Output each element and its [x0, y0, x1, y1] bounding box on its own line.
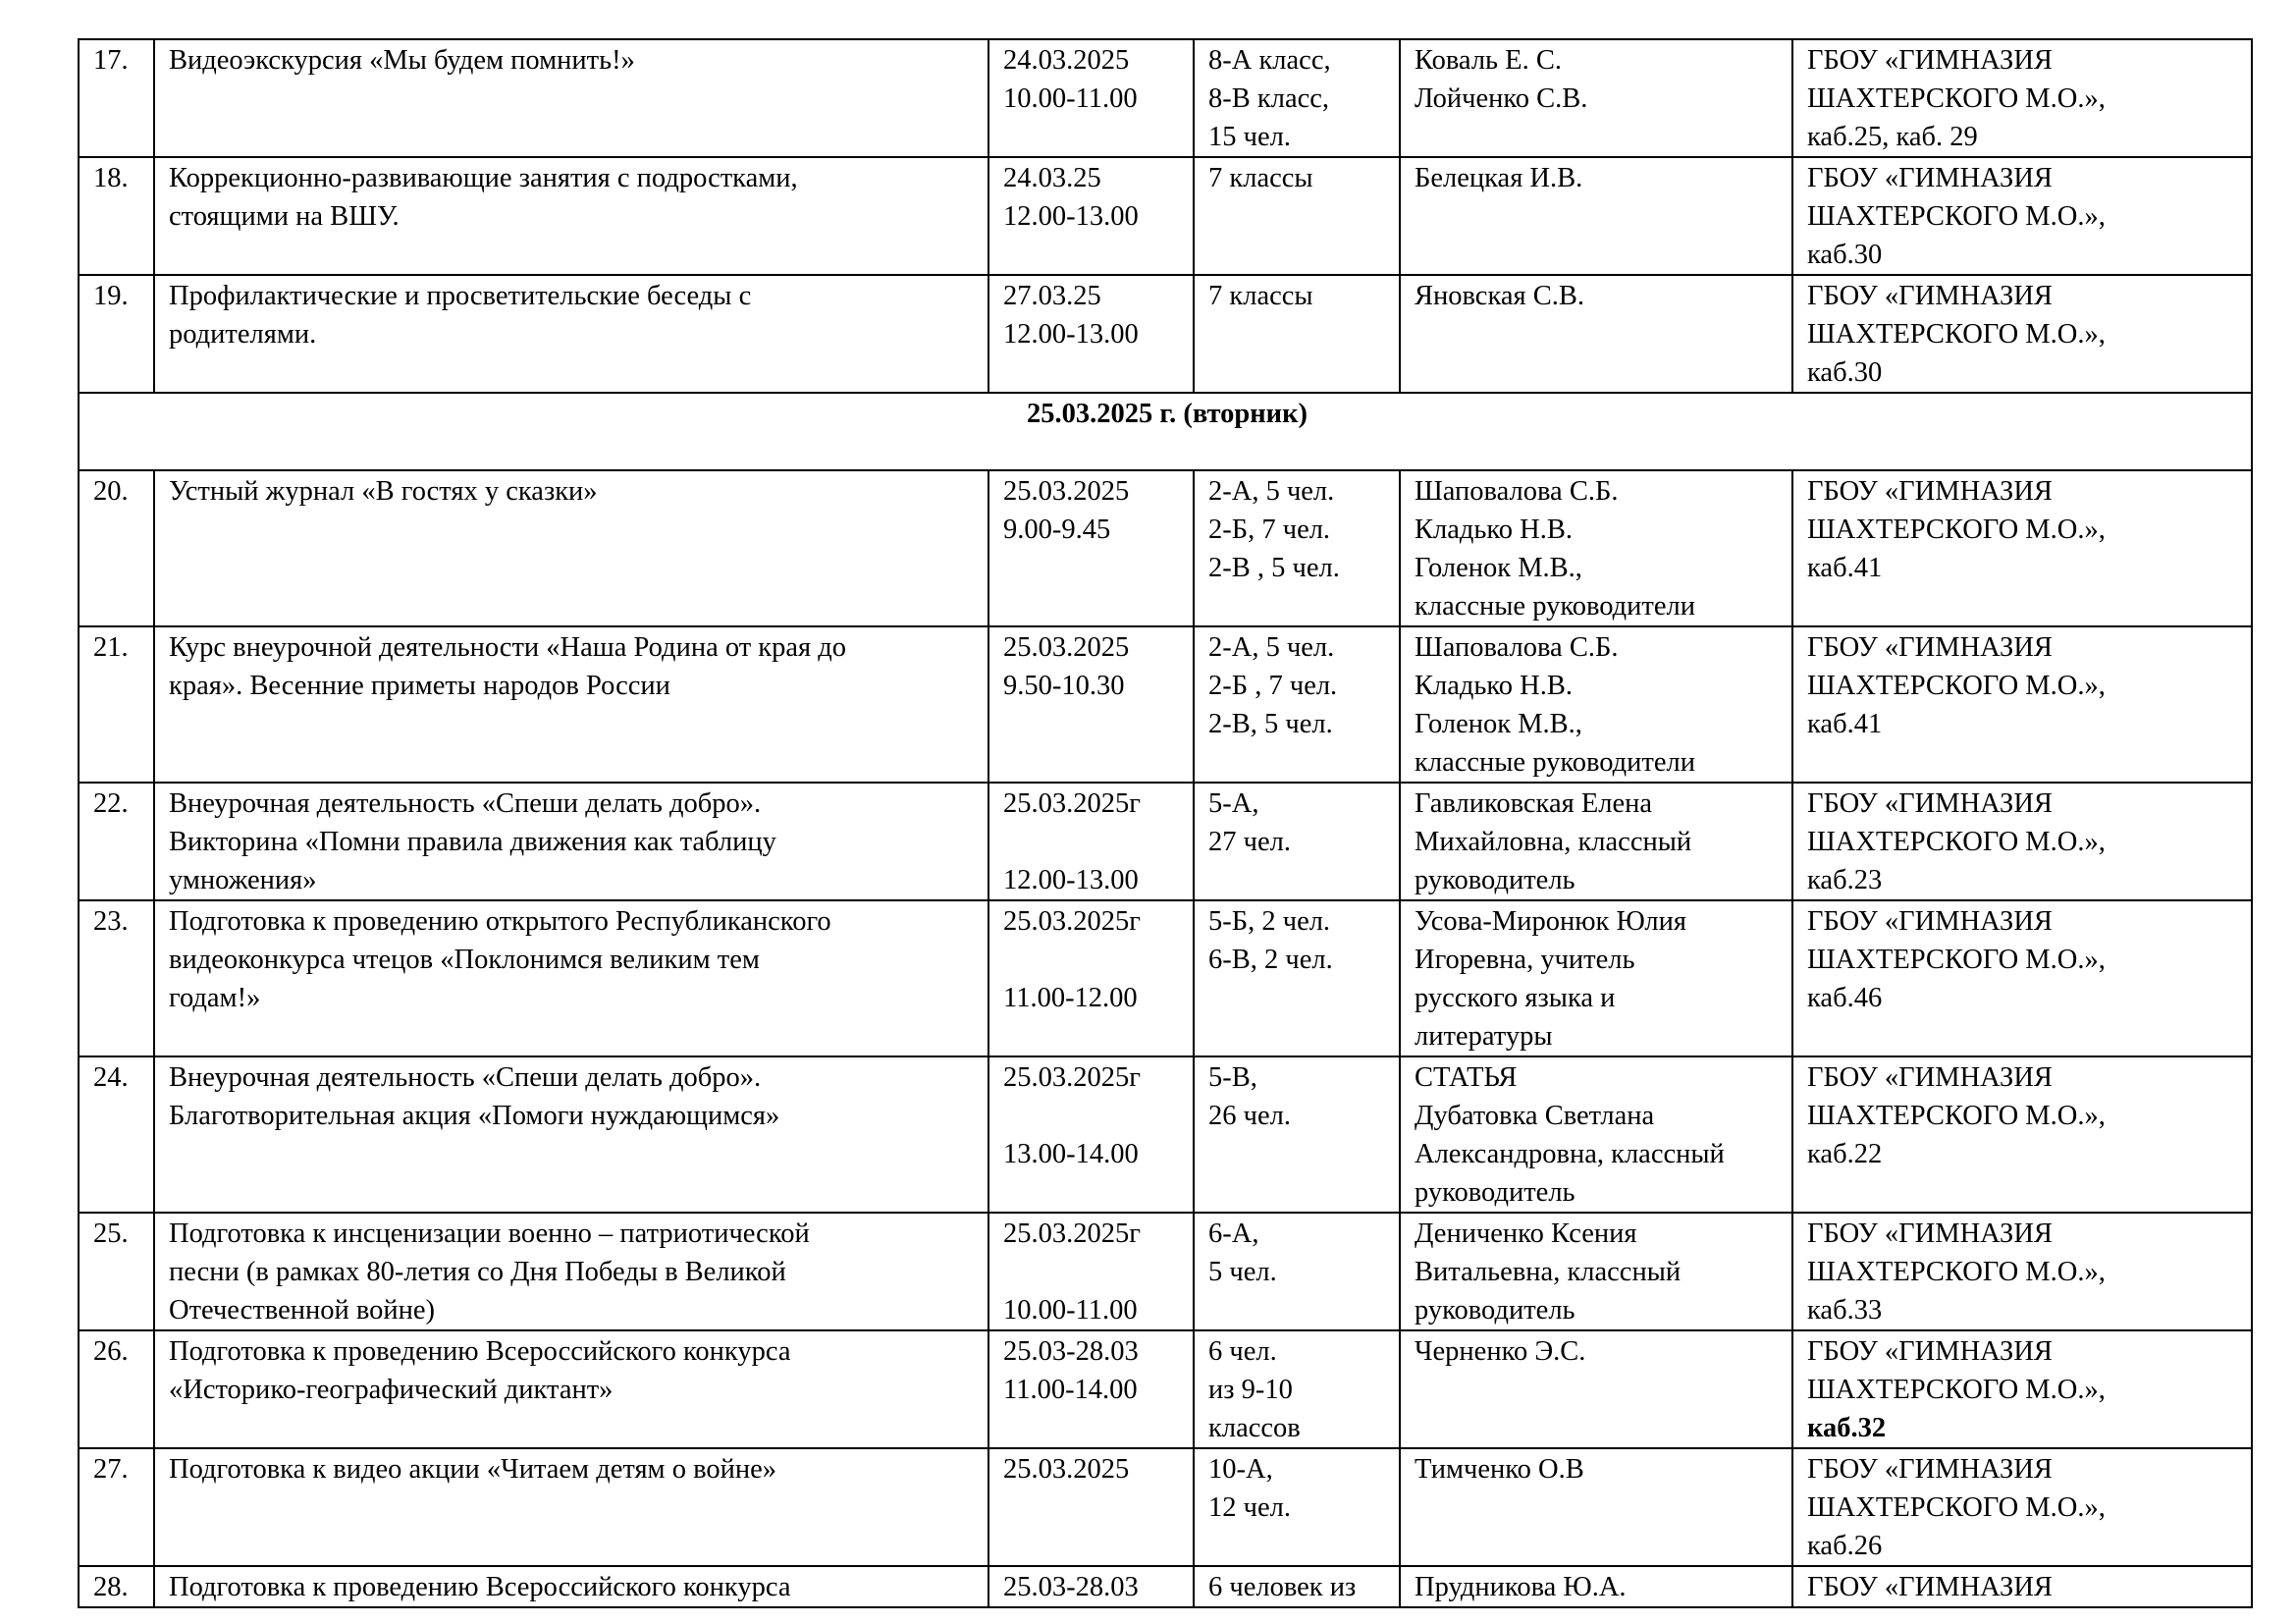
venue-text: ГБОУ «ГИМНАЗИЯ — [1807, 1572, 2053, 1602]
row-number-text: 26. — [93, 1336, 129, 1367]
responsible-text: Яновская С.В. — [1415, 281, 1585, 311]
event-date-text: 25.03.2025 — [1003, 1454, 1130, 1485]
event-date-cell — [988, 275, 1194, 393]
table-row — [79, 39, 2252, 157]
venue-cell — [1792, 1056, 2252, 1213]
participants-text: 6 человек из — [1208, 1572, 1357, 1602]
responsible-cell — [1400, 275, 1792, 393]
table-row — [79, 470, 2252, 626]
responsible-text: Коваль Е. С. Лойченко С.В. — [1415, 45, 1588, 114]
participants-cell — [1194, 783, 1400, 900]
participants-text: 5-В, 26 чел. — [1208, 1062, 1291, 1131]
table-row — [79, 1566, 2252, 1607]
event-date-text: 24.03.2025 10.00-11.00 — [1003, 45, 1138, 114]
event-date-text: 25.03.2025г 11.00-12.00 — [1003, 906, 1141, 1013]
row-number-text: 22. — [93, 788, 129, 819]
responsible-cell — [1400, 783, 1792, 900]
event-title-text: Подготовка к проведению открытого Республиканского видеоконкурса чтецов «Поклонимся великим тем годам!» — [169, 906, 831, 1013]
venue-text: ГБОУ «ГИМНАЗИЯ ШАХТЕРСКОГО М.О.», каб.23 — [1807, 788, 2106, 895]
event-date-text: 27.03.25 12.00-13.00 — [1003, 281, 1139, 350]
participants-cell — [1194, 1566, 1400, 1607]
venue-text: ГБОУ «ГИМНАЗИЯ ШАХТЕРСКОГО М.О.», каб.46 — [1807, 906, 2106, 1013]
responsible-text: Гавликовская Елена Михайловна, классный руководитель — [1415, 788, 1692, 895]
row-number-text: 19. — [93, 281, 129, 311]
participants-text: 6-А, 5 чел. — [1208, 1218, 1277, 1287]
event-date-text: 25.03.2025г 13.00-14.00 — [1003, 1062, 1141, 1169]
row-number-cell — [79, 626, 154, 783]
responsible-cell — [1400, 1448, 1792, 1566]
row-number-text: 21. — [93, 632, 129, 663]
participants-text: 5-А, 27 чел. — [1208, 788, 1291, 857]
table-row — [79, 1213, 2252, 1330]
participants-cell — [1194, 157, 1400, 275]
event-title-text: Курс внеурочной деятельности «Наша Родина от края до края». Весенние приметы народов России — [169, 632, 847, 701]
event-title-text: Подготовка к инсценизации военно – патриотической песни (в рамках 80-летия со Дня Победы в Великой Отечественной войне) — [169, 1218, 810, 1326]
event-title-cell — [154, 39, 988, 157]
event-date-cell — [988, 1566, 1194, 1607]
row-number-text: 20. — [93, 476, 129, 507]
venue-text: ГБОУ «ГИМНАЗИЯ ШАХТЕРСКОГО М.О.», каб.30 — [1807, 163, 2106, 270]
event-title-text: Внеурочная деятельность «Спеши делать добро». Благотворительная акция «Помоги нуждающимся» — [169, 1062, 780, 1131]
row-number-cell — [79, 1056, 154, 1213]
responsible-text: Белецкая И.В. — [1415, 163, 1583, 193]
venue-cell — [1792, 1330, 2252, 1448]
venue-text: ГБОУ «ГИМНАЗИЯ ШАХТЕРСКОГО М.О.», каб.41 — [1807, 632, 2106, 739]
row-number-cell — [79, 39, 154, 157]
participants-cell — [1194, 900, 1400, 1056]
participants-text: 6 чел. из 9-10 классов — [1208, 1336, 1301, 1443]
event-date-cell — [988, 470, 1194, 626]
table-row — [79, 157, 2252, 275]
venue-text: ГБОУ «ГИМНАЗИЯ ШАХТЕРСКОГО М.О.», — [1807, 1336, 2106, 1405]
responsible-cell — [1400, 157, 1792, 275]
row-number-text: 27. — [93, 1454, 129, 1485]
venue-cell — [1792, 39, 2252, 157]
participants-cell — [1194, 470, 1400, 626]
row-number-cell — [79, 470, 154, 626]
event-title-cell — [154, 470, 988, 626]
responsible-cell — [1400, 39, 1792, 157]
event-date-text: 25.03.2025г 12.00-13.00 — [1003, 788, 1141, 895]
event-title-cell — [154, 275, 988, 393]
participants-text: 10-А, 12 чел. — [1208, 1454, 1291, 1523]
venue-text: ГБОУ «ГИМНАЗИЯ ШАХТЕРСКОГО М.О.», каб.25, каб. 29 — [1807, 45, 2106, 152]
row-number-text: 25. — [93, 1218, 129, 1249]
responsible-text: СТАТЬЯ Дубатовка Светлана Александровна, классный руководитель — [1415, 1062, 1725, 1208]
event-title-cell — [154, 900, 988, 1056]
participants-text: 2-А, 5 чел. 2-Б , 7 чел. 2-В, 5 чел. — [1208, 632, 1338, 739]
participants-text: 5-Б, 2 чел. 6-В, 2 чел. — [1208, 906, 1333, 975]
row-number-cell — [79, 1213, 154, 1330]
event-title-text: Подготовка к проведению Всероссийского конкурса «Историко-географический диктант» — [169, 1336, 791, 1405]
participants-text: 8-А класс, 8-В класс, 15 чел. — [1208, 45, 1331, 152]
table-row — [79, 275, 2252, 393]
row-number-cell — [79, 157, 154, 275]
event-date-text: 25.03.2025г 10.00-11.00 — [1003, 1218, 1141, 1326]
responsible-text: Усова-Миронюк Юлия Игоревна, учитель русского языка и литературы — [1415, 906, 1686, 1052]
row-number-cell — [79, 1330, 154, 1448]
event-title-text: Профилактические и просветительские беседы с родителями. — [169, 281, 752, 350]
responsible-cell — [1400, 1566, 1792, 1607]
participants-text: 7 классы — [1208, 163, 1313, 193]
event-title-cell — [154, 783, 988, 900]
venue-cell — [1792, 1566, 2252, 1607]
venue-cell — [1792, 783, 2252, 900]
venue-text: ГБОУ «ГИМНАЗИЯ ШАХТЕРСКОГО М.О.», каб.22 — [1807, 1062, 2106, 1169]
venue-cell — [1792, 275, 2252, 393]
responsible-text: Прудникова Ю.А. — [1415, 1572, 1627, 1602]
event-date-cell — [988, 1448, 1194, 1566]
responsible-cell — [1400, 1056, 1792, 1213]
event-title-text: Подготовка к проведению Всероссийского конкурса — [169, 1572, 791, 1602]
responsible-text: Шаповалова С.Б. Кладько Н.В. Голенок М.В., классные руководители — [1415, 476, 1695, 622]
responsible-text: Тимченко О.В — [1415, 1454, 1584, 1485]
venue-text: ГБОУ «ГИМНАЗИЯ ШАХТЕРСКОГО М.О.», каб.26 — [1807, 1454, 2106, 1561]
participants-text: 2-А, 5 чел. 2-Б, 7 чел. 2-В , 5 чел. — [1208, 476, 1340, 583]
event-title-text: Устный журнал «В гостях у сказки» — [169, 476, 598, 507]
event-title-cell — [154, 1566, 988, 1607]
event-title-text: Подготовка к видео акции «Читаем детям о войне» — [169, 1454, 776, 1485]
responsible-text: Черненко Э.С. — [1415, 1336, 1586, 1367]
participants-cell — [1194, 39, 1400, 157]
row-number-cell — [79, 1566, 154, 1607]
event-title-text: Внеурочная деятельность «Спеши делать добро». Викторина «Помни правила движения как таблицу умножения» — [169, 788, 776, 895]
responsible-cell — [1400, 900, 1792, 1056]
responsible-cell — [1400, 626, 1792, 783]
venue-cell — [1792, 157, 2252, 275]
venue-room-bold: каб.32 — [1807, 1413, 1887, 1443]
row-number-cell — [79, 900, 154, 1056]
event-date-cell — [988, 1330, 1194, 1448]
date-header-row — [79, 393, 2252, 470]
responsible-cell — [1400, 1330, 1792, 1448]
event-date-text: 25.03-28.03 — [1003, 1572, 1139, 1602]
event-date-cell — [988, 1213, 1194, 1330]
row-number-text: 17. — [93, 45, 129, 76]
table-row — [79, 900, 2252, 1056]
row-number-cell — [79, 1448, 154, 1566]
venue-cell — [1792, 1448, 2252, 1566]
event-title-cell — [154, 1330, 988, 1448]
venue-cell — [1792, 1213, 2252, 1330]
event-title-cell — [154, 626, 988, 783]
row-number-cell — [79, 783, 154, 900]
participants-cell — [1194, 1056, 1400, 1213]
event-date-cell — [988, 157, 1194, 275]
row-number-cell — [79, 275, 154, 393]
row-number-text: 23. — [93, 906, 129, 937]
venue-text: ГБОУ «ГИМНАЗИЯ ШАХТЕРСКОГО М.О.», каб.30 — [1807, 281, 2106, 388]
event-date-cell — [988, 900, 1194, 1056]
schedule-table — [78, 38, 2253, 1608]
date-header: 25.03.2025 г. (вторник) — [79, 393, 2252, 470]
participants-cell — [1194, 626, 1400, 783]
event-title-text: Коррекционно-развивающие занятия с подростками, стоящими на ВШУ. — [169, 163, 798, 232]
table-row — [79, 1330, 2252, 1448]
event-date-text: 24.03.25 12.00-13.00 — [1003, 163, 1139, 232]
event-date-cell — [988, 783, 1194, 900]
row-number-text: 18. — [93, 163, 129, 193]
venue-cell — [1792, 900, 2252, 1056]
table-row — [79, 1448, 2252, 1566]
responsible-cell — [1400, 470, 1792, 626]
participants-cell — [1194, 1330, 1400, 1448]
row-number-text: 24. — [93, 1062, 129, 1093]
row-number-text: 28. — [93, 1572, 129, 1602]
event-date-cell — [988, 1056, 1194, 1213]
venue-cell — [1792, 470, 2252, 626]
participants-cell — [1194, 1448, 1400, 1566]
event-title-text: Видеоэкскурсия «Мы будем помнить!» — [169, 45, 635, 76]
event-title-cell — [154, 1213, 988, 1330]
event-date-cell — [988, 626, 1194, 783]
venue-text: ГБОУ «ГИМНАЗИЯ ШАХТЕРСКОГО М.О.», каб.41 — [1807, 476, 2106, 583]
responsible-text: Дениченко Ксения Витальевна, классный руководитель — [1415, 1218, 1682, 1326]
venue-cell — [1792, 626, 2252, 783]
event-title-cell — [154, 1448, 988, 1566]
responsible-cell — [1400, 1213, 1792, 1330]
event-date-cell — [988, 39, 1194, 157]
table-row — [79, 626, 2252, 783]
table-row — [79, 1056, 2252, 1213]
event-title-cell — [154, 157, 988, 275]
event-date-text: 25.03-28.03 11.00-14.00 — [1003, 1336, 1139, 1405]
table-row — [79, 783, 2252, 900]
responsible-text: Шаповалова С.Б. Кладько Н.В. Голенок М.В., классные руководители — [1415, 632, 1695, 778]
event-date-text: 25.03.2025 9.00-9.45 — [1003, 476, 1130, 545]
participants-cell — [1194, 275, 1400, 393]
event-date-text: 25.03.2025 9.50-10.30 — [1003, 632, 1130, 701]
schedule-body — [79, 39, 2252, 1607]
venue-text: ГБОУ «ГИМНАЗИЯ ШАХТЕРСКОГО М.О.», каб.33 — [1807, 1218, 2106, 1326]
participants-cell — [1194, 1213, 1400, 1330]
participants-text: 7 классы — [1208, 281, 1313, 311]
event-title-cell — [154, 1056, 988, 1213]
